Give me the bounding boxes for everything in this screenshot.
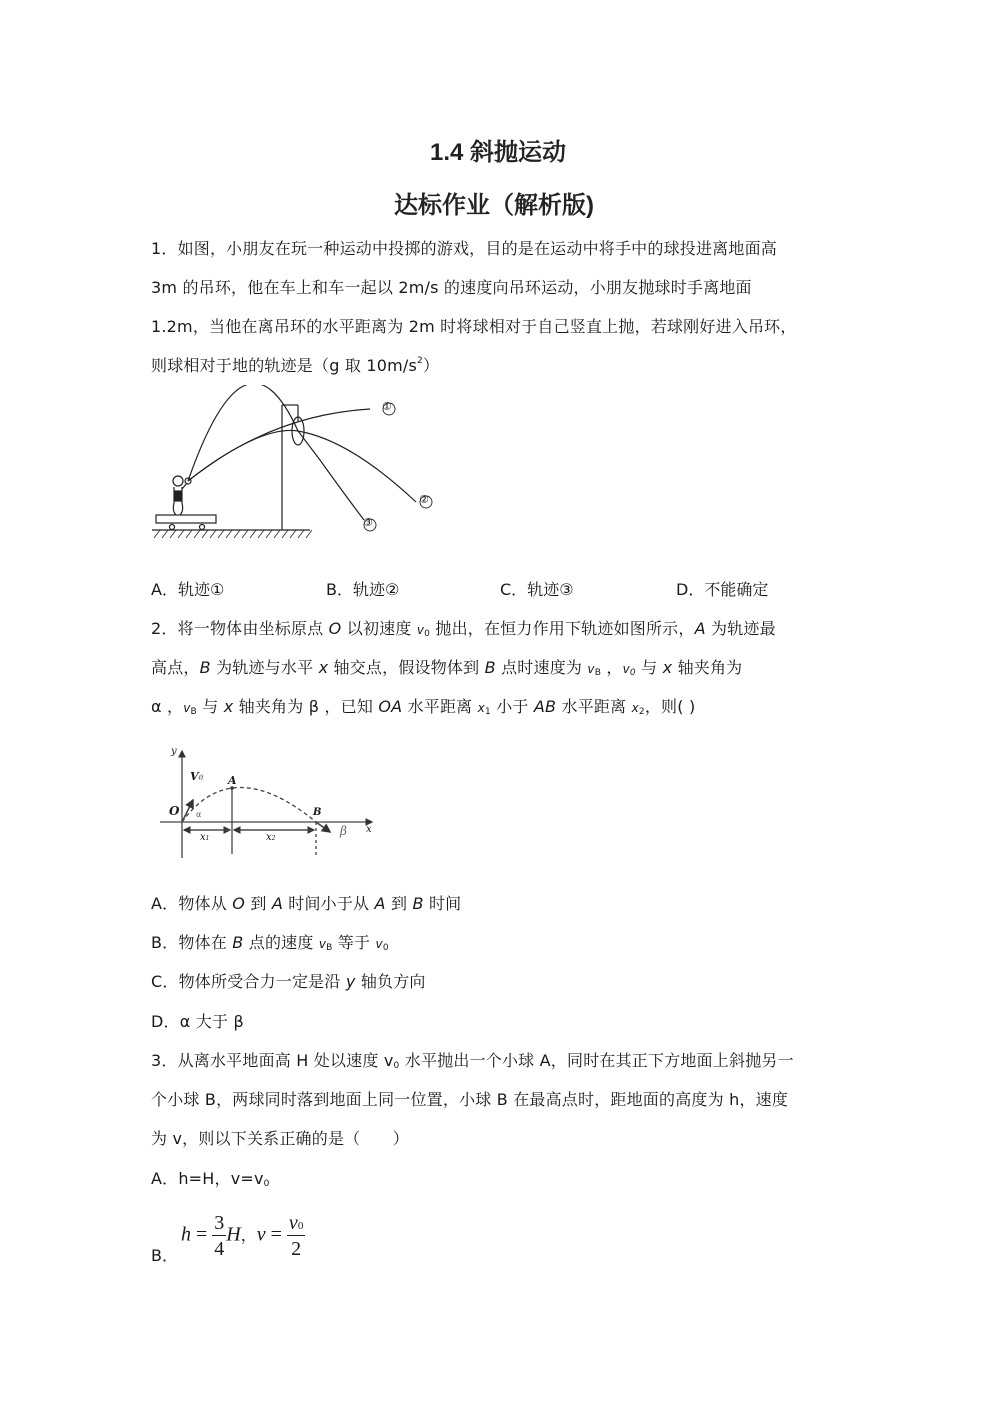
denominator: 2: [291, 1238, 302, 1260]
text: 小于: [490, 697, 534, 716]
subscript: B: [594, 668, 602, 678]
text: 轴夹角为: [672, 658, 743, 677]
subscript: 0: [297, 1220, 304, 1232]
figure-coordinate-trajectory: [150, 748, 380, 878]
option-letter: C．: [500, 580, 528, 599]
text: 时间小于从: [282, 894, 375, 913]
text: 轴夹角为 β ，已知: [233, 697, 379, 716]
beta-label: β: [340, 824, 347, 838]
formula: [181, 1213, 305, 1259]
numerator: 3: [214, 1212, 225, 1234]
var-b: B: [484, 658, 496, 677]
closing-paren: ）: [422, 356, 440, 375]
subscript: 2: [638, 707, 645, 717]
text: 轴交点，假设物体到: [328, 658, 485, 677]
separator: ，: [240, 1227, 257, 1245]
question-3-option-a[interactable]: [151, 1166, 270, 1189]
label-trajectory-3: ③: [363, 516, 373, 529]
var-v: v: [288, 1212, 298, 1234]
x2-letter: x: [266, 832, 272, 843]
question-2-option-c[interactable]: [151, 969, 426, 992]
x1-letter: x: [200, 832, 206, 843]
var: A: [374, 894, 386, 913]
text: C．物体所受合力一定是沿: [151, 972, 346, 991]
trajectory-diagram: [150, 385, 450, 560]
question-1-line-2: 3m 的吊环，他在车上和车一起以 2m/s 的速度向吊环运动，小朋友抛球时手离地面: [151, 278, 752, 297]
text: A．h=H，v=v: [151, 1169, 264, 1188]
question-2-option-a[interactable]: [151, 891, 461, 914]
option-letter: B．: [151, 1246, 178, 1265]
subscript: 0: [424, 629, 431, 639]
text: 为轨迹最: [705, 619, 776, 638]
option-text: 轨迹①: [177, 580, 225, 599]
var-oa: OA: [378, 697, 403, 716]
text: 轴负方向: [355, 972, 426, 991]
var-x: x: [662, 658, 673, 677]
text: α ，: [151, 697, 184, 716]
x1-sub: 1: [205, 835, 210, 842]
var-v: v: [375, 937, 383, 951]
trajectory-dashed: [182, 788, 316, 823]
question-2-option-d[interactable]: [151, 1009, 244, 1032]
var: B: [412, 894, 424, 913]
exponent: 2: [417, 356, 423, 366]
text: ，: [601, 658, 623, 677]
text: 等于: [332, 933, 376, 952]
question-3-line-1: [151, 1048, 794, 1071]
option-text: 不能确定: [704, 580, 769, 599]
coordinate-diagram: [150, 748, 380, 878]
subscript: B: [326, 943, 333, 953]
text: 点时速度为: [495, 658, 588, 677]
var-v: v: [318, 937, 327, 951]
question-1-line-4-text: 则球相对于地的轨迹是（g 取 10m/s: [151, 356, 418, 375]
trajectory-3: [188, 385, 364, 520]
text: ，则( ): [644, 697, 696, 716]
trajectory-1: [188, 409, 370, 481]
text: 与: [635, 658, 663, 677]
child-head: [173, 476, 183, 486]
subscript: 0: [382, 943, 389, 953]
equals: =: [265, 1223, 287, 1246]
x1-label: [200, 832, 209, 843]
text: 高点，: [151, 658, 200, 677]
var-h: h: [181, 1223, 191, 1246]
question-3-line-3: 为 v，则以下关系正确的是（ ）: [151, 1129, 409, 1148]
label-trajectory-1: ①: [382, 400, 392, 413]
origin-label: O: [169, 804, 180, 818]
var-v: v: [587, 662, 595, 676]
cart-wheel: [200, 525, 205, 530]
document-subtitle: 达标作业（解析版): [394, 192, 594, 219]
question-1-option-b[interactable]: [326, 577, 399, 600]
var-x: x: [477, 701, 485, 715]
text: B．物体在: [151, 933, 233, 952]
var: O: [232, 894, 246, 913]
text: 到: [245, 894, 272, 913]
question-2-line-1: [151, 616, 776, 639]
v0-sub: 0: [198, 773, 204, 782]
cart-wheel: [170, 525, 175, 530]
v0-label: [190, 770, 203, 783]
question-1-line-3: 1.2m，当他在离吊环的水平距离为 2m 时将球相对于自己竖直上抛，若球刚好进入吊环，: [151, 317, 797, 336]
fraction-3-4: [212, 1213, 226, 1259]
question-1-option-d[interactable]: [676, 577, 768, 600]
figure-trajectories: [150, 385, 450, 560]
var-a: A: [694, 619, 706, 638]
option-letter: A．: [151, 580, 178, 599]
question-2-option-b[interactable]: [151, 930, 389, 953]
text: 水平抛出一个小球 A，同时在其正下方地面上斜抛另一: [399, 1051, 794, 1070]
var-v: v: [183, 701, 191, 715]
fraction-v0-2: [287, 1213, 305, 1259]
question-1-option-a[interactable]: [151, 577, 224, 600]
vb-arrow: [316, 822, 330, 832]
text: 抛出，在恒力作用下轨迹如图所示，: [430, 619, 695, 638]
var-b: B: [199, 658, 211, 677]
v0-letter: V: [190, 770, 199, 783]
point-b-label: B: [313, 807, 322, 818]
child-shirt: [175, 491, 181, 501]
text: 到: [385, 894, 413, 913]
point-a-label: A: [228, 774, 237, 787]
text: 水平距离: [402, 697, 478, 716]
var-H: H: [226, 1223, 241, 1246]
text: 3．从离水平地面高 H 处以速度 v: [151, 1051, 394, 1070]
text: A．物体从: [151, 894, 233, 913]
option-text: 轨迹②: [352, 580, 400, 599]
option-letter: B．: [326, 580, 353, 599]
ground-hatching: [154, 530, 312, 538]
text: 为轨迹与水平: [210, 658, 319, 677]
cart: [156, 515, 216, 523]
document-title: 1.4 斜抛运动: [430, 139, 567, 166]
question-3-option-b[interactable]: [151, 1213, 451, 1263]
y-axis-label: y: [171, 746, 177, 757]
subscript: 0: [263, 1179, 270, 1189]
var-v: v: [256, 1223, 266, 1246]
text: 2．将一物体由坐标原点: [151, 619, 329, 638]
alpha-label: α: [196, 810, 202, 819]
var: y: [345, 972, 356, 991]
subscript: 1: [484, 707, 491, 717]
var: B: [232, 933, 244, 952]
question-1-line-1: 1．如图，小朋友在玩一种运动中投掷的游戏，目的是在运动中将手中的球投进离地面高: [151, 239, 777, 258]
var-v: v: [416, 623, 425, 637]
var: A: [271, 894, 283, 913]
text: 与: [196, 697, 224, 716]
question-2-line-2: [151, 655, 742, 678]
var-x: x: [318, 658, 329, 677]
var-ab: AB: [533, 697, 557, 716]
var-x: x: [223, 697, 234, 716]
subscript: 0: [629, 668, 636, 678]
x-axis-label: x: [366, 824, 372, 835]
text: 水平距离: [556, 697, 632, 716]
question-1-option-c[interactable]: [500, 577, 574, 600]
question-3-line-2: 个小球 B，两球同时落到地面上同一位置，小球 B 在最高点时，距地面的高度为 h，速度: [151, 1090, 789, 1109]
text: D．α 大于 β: [151, 1012, 244, 1031]
label-trajectory-2: ②: [419, 493, 429, 506]
x2-sub: 2: [271, 835, 276, 842]
text: 点的速度: [243, 933, 319, 952]
numerator: [287, 1213, 305, 1236]
subscript: B: [190, 707, 197, 717]
var-o: O: [328, 619, 342, 638]
text: 以初速度: [341, 619, 417, 638]
option-letter: D．: [676, 580, 705, 599]
text: 时间: [423, 894, 462, 913]
question-1-line-4: [151, 353, 439, 376]
denominator: 4: [214, 1238, 225, 1260]
subscript: 0: [393, 1061, 400, 1071]
equals: =: [191, 1223, 213, 1246]
option-text: 轨迹③: [527, 580, 574, 599]
x2-label: [266, 832, 275, 843]
question-2-line-3: [151, 694, 695, 717]
var-v: v: [622, 662, 630, 676]
var-x: x: [631, 701, 639, 715]
